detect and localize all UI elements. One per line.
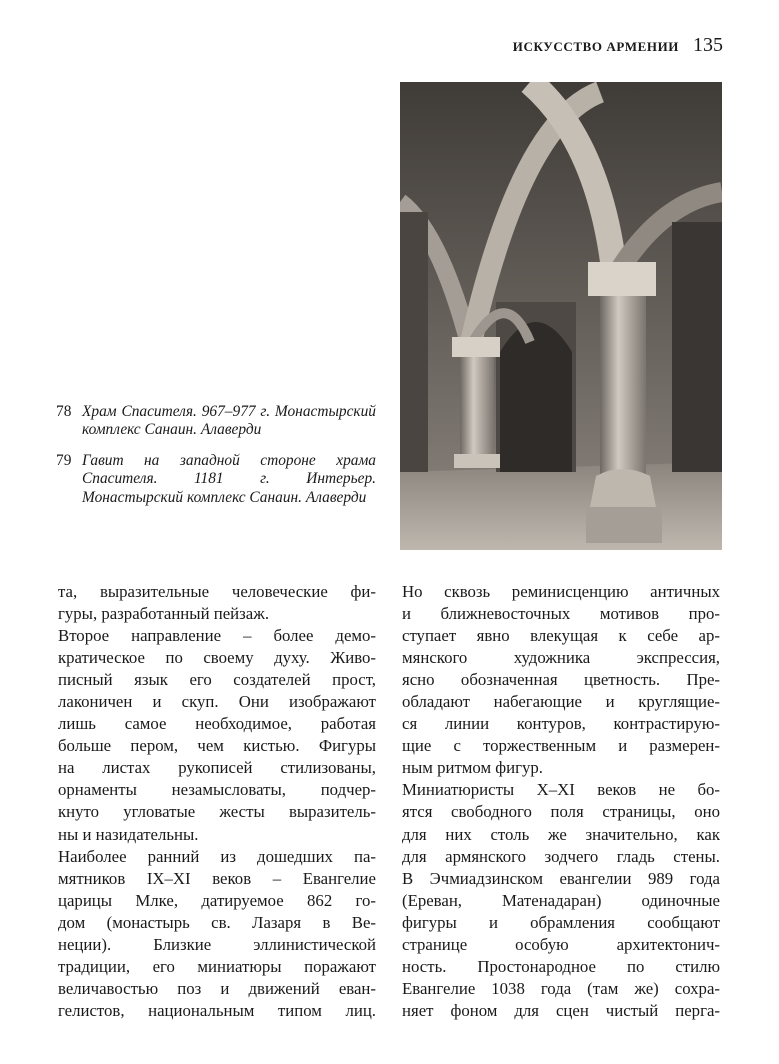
text-line: щие с торжественным и размерен- bbox=[402, 736, 720, 756]
text-line: кратическое по своему духу. Живо- bbox=[58, 648, 376, 668]
photo-gavit-interior bbox=[400, 82, 722, 550]
caption-number: 79 bbox=[56, 451, 72, 469]
figure-captions bbox=[56, 403, 376, 519]
text-line: и ближневосточных мотивов про- bbox=[402, 604, 720, 624]
text-line: гелистов, национальным типом лиц. bbox=[58, 1000, 376, 1020]
body-text-left-column bbox=[58, 581, 376, 1022]
text-line: няет фоном для сцен чистый перга- bbox=[402, 1000, 720, 1020]
text-line: больше пером, чем кистью. Фигуры bbox=[58, 736, 376, 756]
text-line: ся линии контуров, контрастирую- bbox=[402, 714, 720, 734]
text-line: лишь самое необходимое, работая bbox=[58, 714, 376, 734]
page-number: 135 bbox=[693, 34, 723, 56]
text-line: странице особую архитектонич- bbox=[402, 934, 720, 954]
text-line: Второе направление – более демо- bbox=[58, 626, 376, 646]
body-text-right-column bbox=[402, 581, 720, 1022]
text-line: Евангелие 1038 года (там же) сохра- bbox=[402, 978, 720, 998]
text-line: ясно обозначенная цветность. Пре- bbox=[402, 670, 720, 690]
text-line: писный язык его создателей прост, bbox=[58, 670, 376, 690]
text-line: Наиболее ранний из дошедших па- bbox=[58, 846, 376, 866]
text-line: для них столь же значительно, как bbox=[402, 824, 720, 844]
text-line: обладают набегающие и круглящие- bbox=[402, 692, 720, 712]
caption-number: 78 bbox=[56, 403, 72, 420]
text-line: ятся свободного поля страницы, оно bbox=[402, 802, 720, 822]
text-line: ным ритмом фигур. bbox=[402, 758, 543, 778]
text-line: для армянского зодчего гладь стены. bbox=[402, 846, 720, 866]
caption-text: Гавит на западной стороне храма Спасителя. 1181 г. Интерьер. Монастырский комплекс Санаин. Алаверди bbox=[82, 451, 376, 506]
running-header bbox=[513, 34, 723, 57]
text-line: неции). Близкие эллинистической bbox=[58, 934, 376, 954]
text-line: дом (монастырь св. Лазаря в Ве- bbox=[58, 912, 376, 932]
text-line: традиции, его миниатюры поражают bbox=[58, 956, 376, 976]
text-line: фигуры и обрамления сообщают bbox=[402, 912, 720, 932]
text-line: та, выразительные человеческие фи- bbox=[58, 582, 376, 601]
text-line: ступает явно влекущая к себе ар- bbox=[402, 626, 720, 646]
text-line: В Эчмиадзинском евангелии 989 года bbox=[402, 868, 720, 888]
text-line: орнаменты незамысловаты, подчер- bbox=[58, 780, 376, 800]
text-line: лаконичен и скуп. Они изображают bbox=[58, 692, 376, 712]
text-line: кнуто угловатые жесты выразитель- bbox=[58, 802, 376, 822]
text-line: ность. Простонародное по стилю bbox=[402, 956, 720, 976]
text-line: ны и назидательны. bbox=[58, 824, 199, 844]
caption-text: Храм Спасителя. 967–977 г. Монастырский комплекс Санаин. Алаверди bbox=[82, 403, 376, 439]
text-line: мятников IX–XI веков – Евангелие bbox=[58, 868, 376, 888]
text-line: гуры, разработанный пейзаж. bbox=[58, 604, 270, 624]
caption-78 bbox=[56, 403, 376, 440]
caption-79 bbox=[56, 452, 376, 507]
text-line: на листах рукописей стилизованы, bbox=[58, 758, 376, 778]
text-line: мянского художника экспрессия, bbox=[402, 648, 720, 668]
text-line: величавостью поз и движений еван- bbox=[58, 978, 376, 998]
text-line: (Ереван, Матенадаран) одиночные bbox=[402, 890, 720, 910]
text-line: царицы Млке, датируемое 862 го- bbox=[58, 890, 376, 910]
text-line: Но сквозь реминисценцию античных bbox=[402, 582, 720, 601]
text-line: Миниатюристы X–XI веков не бо- bbox=[402, 780, 720, 800]
running-title: ИСКУССТВО АРМЕНИИ bbox=[512, 39, 679, 54]
